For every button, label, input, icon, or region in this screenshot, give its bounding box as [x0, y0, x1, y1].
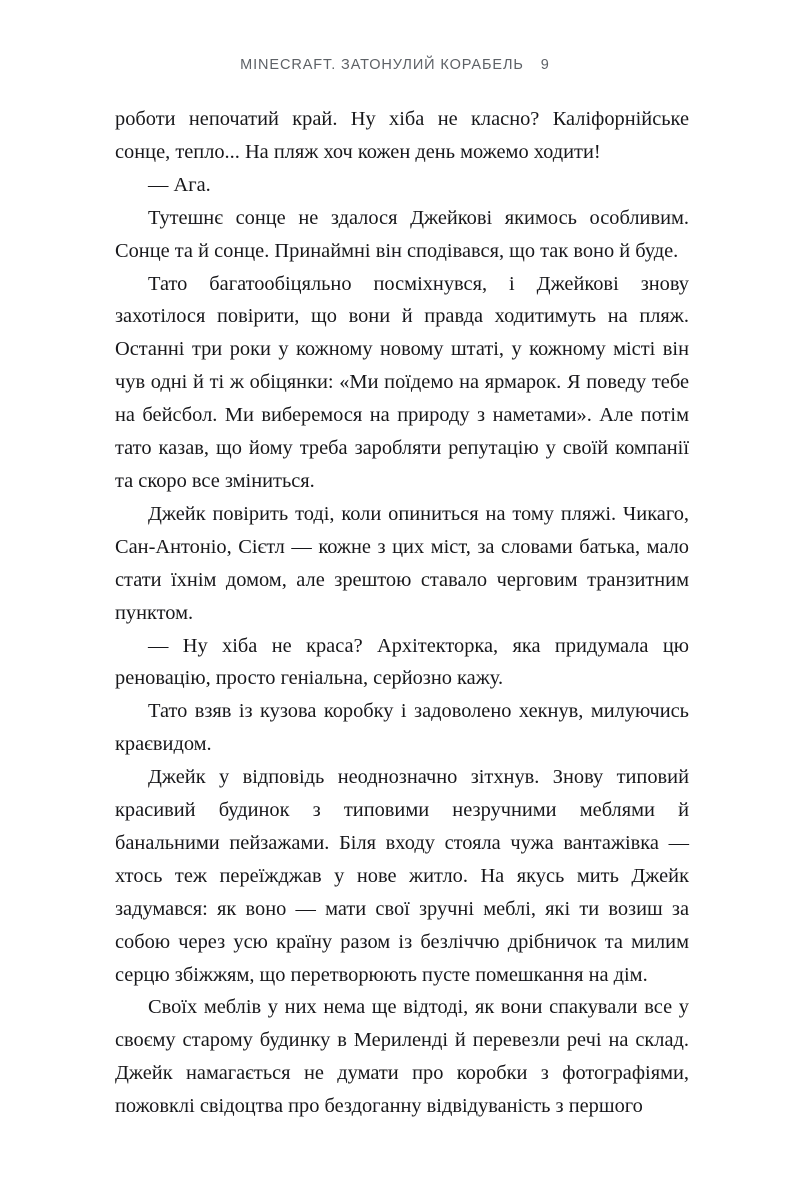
paragraph-6: — Ну хіба не краса? Архітекторка, яка придумала цю реновацію, просто геніальна, серйозно кажу. — [115, 634, 689, 690]
paragraph-4: Тато багатообіцяльно посміхнувся, і Джейкові знову захотілося повірити, що вони й правда ходитимуть на пляж. Останні три роки у кожному новому штаті, у кожному місті він чув одні й ті ж обіцянки: «Ми поїдемо на ярмарок. Я поведу тебе на бейсбол. Ми виберемося на природу з наметами». Але потім тато казав, що йому треба заробляти репутацію у своїй компанії та скоро все зміниться. — [115, 272, 689, 492]
running-header — [0, 58, 789, 73]
paragraph-5: Джейк повірить тоді, коли опиниться на тому пляжі. Чикаго, Сан-Антоніо, Сієтл — кожне з цих міст, за словами батька, мало стати їхнім домом, але зрештою ставало черговим транзитним пунктом. — [115, 502, 689, 624]
page-number: 9 — [540, 57, 549, 73]
paragraph-9: Своїх меблів у них нема ще відтоді, як вони спакували все у своєму старому будинку в Мериленді й перевезли речі на склад. Джейк намагається не думати про коробки з фотографіями, пожовклі свідоцтва про бездоганну відвідуваність з першого — [115, 996, 689, 1118]
paragraph-1: роботи непочатий край. Ну хіба не класно? Каліфорнійське сонце, тепло... На пляж хоч кожен день можемо ходити! — [115, 108, 689, 163]
paragraph-8: Джейк у відповідь неоднозначно зітхнув. Знову типовий красивий будинок з типовими незручними меблями й банальними пейзажами. Біля входу стояла чужа вантажівка — хтось теж переїжджав у нове житло. На якусь мить Джейк задумався: як воно — мати свої зручні меблі, які ти возиш за собою через усю країну разом із безліччю дрібничок та милим серцю збіжжям, що перетворюють пусте помешкання на дім. — [115, 766, 689, 986]
paragraph-2: — Ага. — [148, 173, 211, 196]
body-text-block — [115, 103, 689, 1123]
paragraph-3: Тутешнє сонце не здалося Джейкові якимось особливим. Сонце та й сонце. Принаймні він сподівався, що так воно й буде. — [115, 206, 689, 262]
running-header-title: MINECRAFT. ЗАТОНУЛИЙ КОРАБЕЛЬ — [240, 57, 524, 73]
paragraph-7: Тато взяв із кузова коробку і задоволено хекнув, милуючись краєвидом. — [115, 700, 689, 756]
